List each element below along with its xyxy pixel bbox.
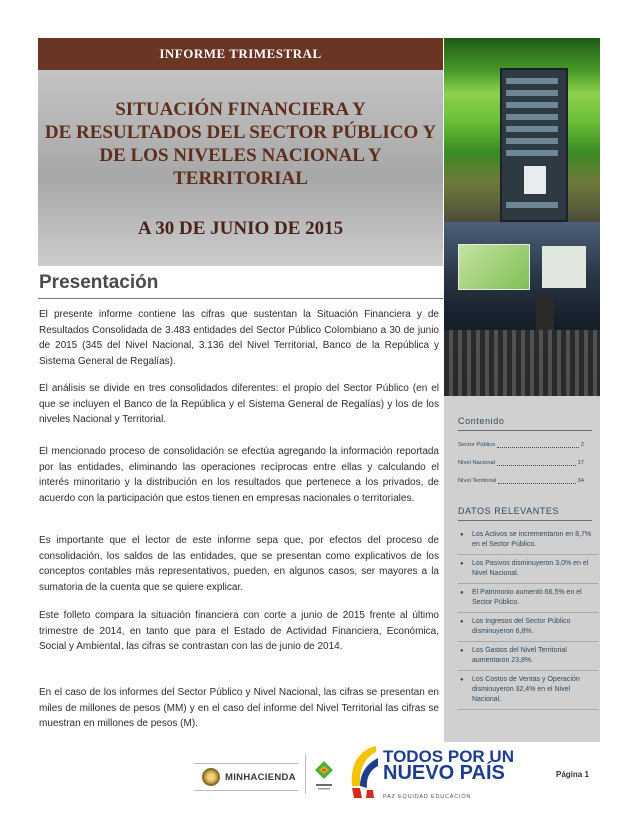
conference-photo: [444, 222, 600, 396]
report-title-line: TERRITORIAL: [173, 168, 308, 189]
body-paragraph: En el caso de los informes del Sector Público y Nivel Nacional, las cifras se presentan en miles de millones de pesos (MM) y en el caso del informe del Nivel Territorial las cifras se muestran en millones de pesos (M).: [39, 687, 439, 729]
toc-item-page: 17: [577, 460, 584, 466]
key-fact-item: ● Los Gastos del Nivel Territorial aumentaron 23,8%.: [458, 642, 598, 671]
key-fact-item: ● Los Pasivos disminuyeron 3,0% en el Nivel Nacional.: [458, 555, 598, 584]
contents-divider: [458, 430, 592, 431]
slogan-line: TODOS POR UN: [383, 747, 514, 766]
toc-item-label: Sector Público: [458, 442, 496, 448]
section-divider: [38, 298, 443, 299]
toc-item-label: Nivel Territorial: [458, 478, 497, 484]
minhacienda-logo: [194, 763, 298, 791]
page-number: Página 1: [556, 770, 589, 779]
toc-item-nivel-territorial[interactable]: [458, 472, 584, 490]
slogan-line: NUEVO PAÍS: [383, 762, 505, 784]
key-fact-item: ● Los Ingresos del Sector Público disminuyeron 6,8%.: [458, 613, 598, 642]
key-facts-list: [458, 526, 598, 710]
coat-of-arms-icon: [202, 768, 220, 786]
report-title-line: DE RESULTADOS DEL SECTOR PÚBLICO Y: [44, 122, 437, 143]
report-title-line: DE LOS NIVELES NACIONAL Y: [99, 145, 382, 166]
toc-item-sector-publico[interactable]: [458, 436, 584, 454]
body-paragraph: El análisis se divide en tres consolidados diferentes: el propio del Sector Público (en el que se incluyen el Banco de la República y el Sistema General de Regalías) y los de los niveles Nacional y Territorial.: [39, 383, 439, 425]
body-paragraph: Es importante que el lector de este informe sepa que, por efectos del proceso de consolidación, los saldos de las entidades, que se presentan como explicativos de los conceptos contables más representativos, pueden, en algunos casos, ser mayores a la sumatoria de la cuenta que se quiere explicar.: [39, 535, 439, 593]
slogan-logo: [383, 748, 514, 782]
report-type-label: INFORME TRIMESTRAL: [159, 46, 322, 61]
body-paragraph: El mencionado proceso de consolidación se efectúa agregando la información reportada por las entidades, eliminando las operaciones recíprocas entre ellas y calculando el interés minoritario y la distribución en los resultados que pertenece a los privados, de acuerdo con la participación que estos tienen en empresas nacionales o territoriales.: [39, 446, 439, 504]
body-paragraph: El presente informe contiene las cifras que sustentan la Situación Financiera y de Resultados Consolidada de 3.483 entidades del Sector Público Colombiano a 30 de junio de 2015 (345 del Nivel Nacional, 3.136 del Nivel Territorial, Banco de la República y Sistema General de Regalías).: [39, 309, 439, 367]
toc-item-nivel-nacional[interactable]: [458, 454, 584, 472]
conference-screen: [458, 244, 530, 290]
toc-item-page: 2: [580, 442, 584, 448]
report-date: A 30 DE JUNIO DE 2015: [137, 218, 344, 239]
key-facts-divider: [458, 520, 592, 521]
report-title-line: SITUACIÓN FINANCIERA Y: [115, 99, 366, 120]
toc-dot-leader: [498, 479, 575, 484]
conference-screen-right: [542, 246, 586, 288]
slogan-tagline: PAZ EQUIDAD EDUCACIÓN: [383, 794, 472, 800]
contents-heading: Contenido: [458, 416, 505, 426]
table-of-contents: [458, 436, 584, 490]
key-fact-item: ● El Patrimonio aumentó 66,5% en el Sector Público.: [458, 584, 598, 613]
contaduria-logo-icon: [313, 759, 335, 793]
key-facts-heading: DATOS RELEVANTES: [458, 506, 560, 516]
toc-item-label: Nivel Nacional: [458, 460, 496, 466]
ministry-name: MINHACIENDA: [225, 771, 296, 783]
speaker-podium: [536, 296, 554, 332]
footer-divider: [305, 754, 306, 794]
nuevo-pais-logo-icon: [346, 742, 380, 802]
audience-illustration: [444, 330, 600, 396]
key-fact-item: ● Los Activos se incrementaron en 8,7% en el Sector Público.: [458, 526, 598, 555]
building-logo-sign: [524, 166, 546, 194]
toc-item-page: 34: [577, 478, 584, 484]
report-title: [38, 98, 443, 190]
key-fact-item: ● Los Costos de Ventas y Operación disminuyeron 32,4% en el Nivel Nacional.: [458, 671, 598, 710]
toc-dot-leader: [497, 443, 578, 448]
building-photo: [444, 38, 600, 222]
building-illustration: [500, 68, 568, 222]
section-heading: Presentación: [39, 272, 159, 293]
body-paragraph: Este folleto compara la situación financiera con corte a junio de 2015 frente al último trimestre de 2014, en tanto que para el Estado de Actividad Financiera, Económica, Social y Ambiental, las cifras se contrastan con las de junio de 2014.: [39, 610, 439, 652]
report-type-band: [38, 38, 443, 70]
title-block: [38, 70, 443, 266]
toc-dot-leader: [497, 461, 575, 466]
sidebar: [444, 396, 600, 742]
